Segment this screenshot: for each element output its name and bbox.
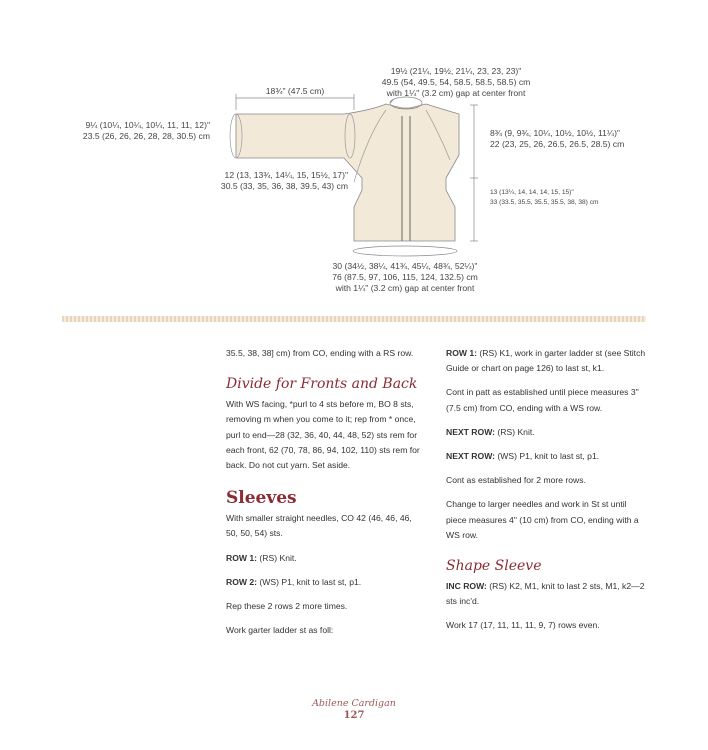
- page-number: 127: [343, 710, 365, 721]
- body-length-measurement: 13 (13¼, 14, 14, 14, 15, 15)" 33 (33.5, 35.5, 35.5, 35.5, 38, 38) cm: [490, 189, 599, 206]
- intro-text: 35.5, 38, 38] cm) from CO, ending with a RS row.: [226, 348, 414, 358]
- hem-measurement: 30 (34½, 38¼, 41¾, 45¼, 48¾, 52¼)" 76 (87.5, 97, 106, 115, 124, 132.5) cm with 1¼" (3.2 cm) gap at center front: [332, 261, 478, 293]
- shape-sleeve-heading: Shape Sleeve: [446, 558, 542, 575]
- next-row-2: NEXT ROW: (WS) P1, knit to last st, p1.: [446, 451, 600, 462]
- cont-text: Cont in patt as established until piece measures 3" (7.5 cm) from CO, ending with a WS row.: [446, 387, 639, 413]
- upper-arm-measurement: 12 (13, 13¾, 14¼, 15, 15½, 17)" 30.5 (33, 35, 36, 38, 39.5, 43) cm: [220, 170, 348, 191]
- sleeves-text: With smaller straight needles, CO 42 (46, 46, 46, 50, 50, 54) sts.: [226, 513, 412, 539]
- inc-row: INC ROW: (RS) K2, M1, knit to last 2 sts, M1, k2—2 sts inc'd.: [446, 581, 645, 607]
- yoke-measurement: 8¾ (9, 9¾, 10¼, 10½, 10½, 11¼)" 22 (23, 25, 26, 26.5, 26.5, 28.5) cm: [490, 128, 625, 149]
- right-row1-instruction: ROW 1: (RS) K1, work in garter ladder st (see Stitch Guide or chart on page 126) to last st, k1.: [446, 348, 646, 374]
- next-row-1: NEXT ROW: (RS) Knit.: [446, 426, 535, 437]
- yoke-dimension: [470, 105, 478, 178]
- footer-title: Abilene Cardigan: [312, 698, 396, 709]
- sleeve-length-measurement: 18¾" (47.5 cm): [265, 86, 325, 96]
- repeat-text: Rep these 2 rows 2 more times.: [226, 601, 348, 612]
- left-column: [226, 346, 426, 647]
- neck-measurement: 19½ (21¼, 19½, 21¼, 23, 23, 23)" 49.5 (54, 49.5, 54, 58.5, 58.5, 58.5) cm with 1¼" (3.2 cm) gap at center front: [381, 66, 531, 98]
- divide-heading: Divide for Fronts and Back: [226, 376, 418, 393]
- hem-ellipse: [353, 246, 457, 256]
- work-text: Work garter ladder st as foll:: [226, 625, 334, 636]
- sleeves-heading: Sleeves: [226, 488, 297, 509]
- section-divider: [62, 316, 646, 322]
- change-text: Change to larger needles and work in St st until piece measures 4" (10 cm) from CO, ending with a WS row.: [446, 499, 639, 540]
- body-length-dimension: [470, 178, 478, 241]
- row2-instruction: ROW 2: (WS) P1, knit to last st, p1.: [226, 576, 362, 587]
- row1-instruction: ROW 1: (RS) Knit.: [226, 552, 297, 563]
- cuff-measurement: 9¼ (10¼, 10¼, 10¼, 11, 11, 12)" 23.5 (26, 26, 26, 28, 28, 30.5) cm: [82, 120, 210, 141]
- divide-text: With WS facing, *purl to 4 sts before m, BO 8 sts, removing m when you come to it; rep from * once, purl to end—28 (32, 36, 40, 44, 48, 52) sts rem for each front, 62 (70, 78, 86, 94, 102, 110) sts rem for back. Do not cut yarn. Set aside.: [226, 399, 420, 471]
- cont2-text: Cont as established for 2 more rows.: [446, 475, 586, 486]
- right-column: [446, 346, 646, 643]
- work-even-text: Work 17 (17, 11, 11, 11, 9, 7) rows even.: [446, 620, 600, 631]
